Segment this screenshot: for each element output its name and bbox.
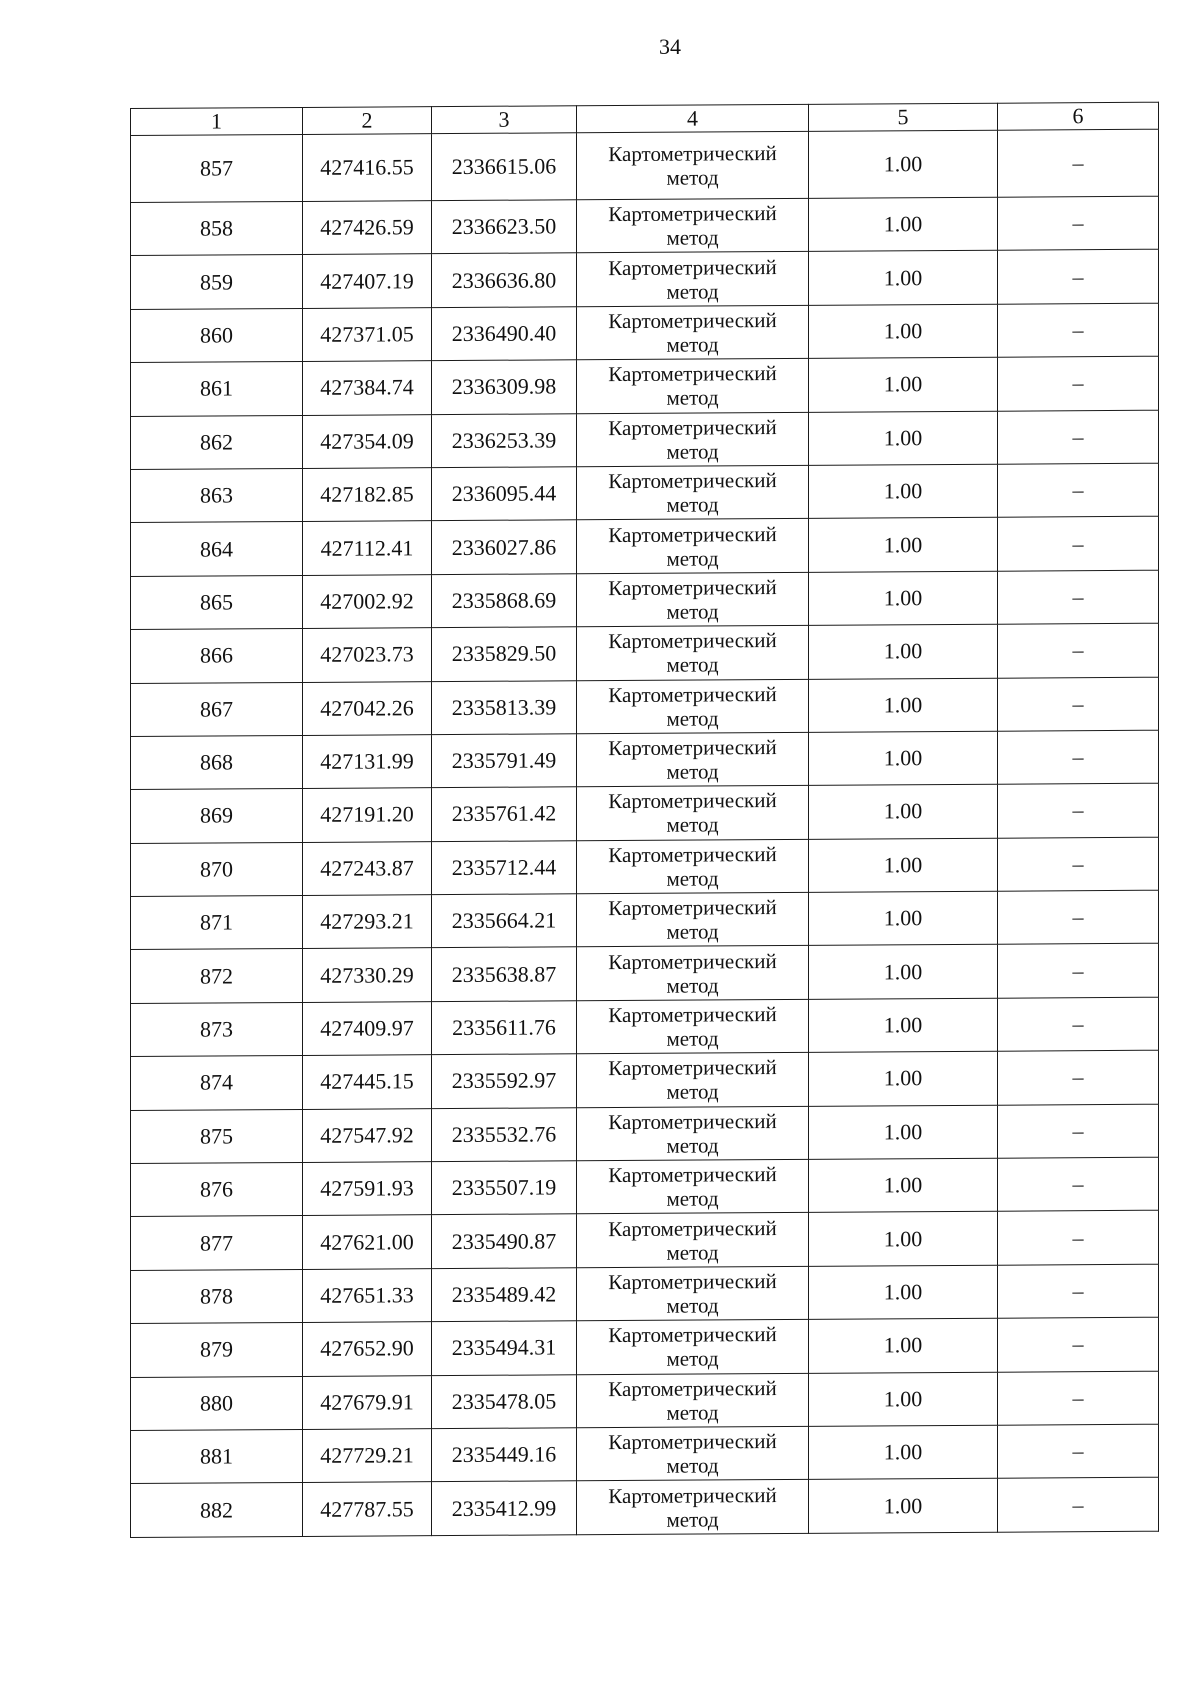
y-coordinate-cell: 2335494.31	[432, 1321, 577, 1375]
x-coordinate-cell: 427243.87	[303, 841, 432, 895]
header-col-6: 6	[998, 102, 1159, 130]
y-coordinate-cell: 2335412.99	[432, 1481, 577, 1535]
y-coordinate-cell: 2335664.21	[432, 894, 577, 948]
method-line-2: метод	[666, 1506, 719, 1532]
table-row	[131, 997, 1159, 1057]
accuracy-cell: 1.00	[809, 784, 998, 839]
point-number-cell: 876	[131, 1162, 303, 1216]
x-coordinate-cell: 427002.92	[303, 574, 432, 628]
accuracy-cell: 1.00	[809, 357, 998, 412]
method-line-2: метод	[666, 1133, 719, 1158]
method-line-1: Картометрический	[608, 681, 777, 707]
table-row	[131, 1050, 1159, 1110]
x-coordinate-cell: 427445.15	[303, 1055, 432, 1109]
y-coordinate-cell: 2335868.69	[432, 574, 577, 628]
point-number-cell: 864	[131, 522, 303, 576]
table-body	[131, 129, 1159, 1537]
point-number-cell: 870	[131, 842, 303, 896]
method-line-1: Картометрический	[608, 308, 777, 334]
point-number-cell: 861	[131, 362, 303, 416]
point-number-cell: 863	[131, 468, 303, 522]
note-cell: –	[998, 356, 1159, 410]
method-cell	[577, 131, 809, 199]
accuracy-cell: 1.00	[809, 1158, 998, 1213]
accuracy-cell: 1.00	[809, 998, 998, 1053]
note-cell: –	[998, 837, 1159, 891]
method-line-2: метод	[666, 1346, 719, 1372]
note-cell: –	[998, 570, 1159, 624]
y-coordinate-cell: 2335449.16	[432, 1428, 577, 1482]
method-line-1: Картометрический	[608, 414, 777, 440]
note-cell: –	[998, 129, 1159, 197]
x-coordinate-cell: 427407.19	[303, 254, 432, 308]
method-cell	[577, 1320, 809, 1375]
point-number-cell: 874	[131, 1056, 303, 1110]
method-line-2: метод	[666, 1400, 719, 1425]
method-line-2: метод	[666, 225, 719, 250]
point-number-cell: 865	[131, 575, 303, 629]
method-line-2: метод	[666, 759, 719, 784]
accuracy-cell: 1.00	[809, 1425, 998, 1480]
point-number-cell: 875	[131, 1109, 303, 1163]
method-line-1: Картометрический	[608, 1375, 777, 1401]
table-row	[131, 517, 1159, 577]
note-cell: –	[998, 623, 1159, 677]
accuracy-cell: 1.00	[809, 1372, 998, 1427]
y-coordinate-cell: 2335791.49	[432, 734, 577, 788]
note-cell: –	[998, 1478, 1159, 1532]
method-line-2: метод	[666, 866, 719, 891]
x-coordinate-cell: 427787.55	[303, 1482, 432, 1536]
point-number-cell: 872	[131, 949, 303, 1003]
y-coordinate-cell: 2335490.87	[432, 1214, 577, 1268]
method-line-2: метод	[666, 706, 719, 731]
method-cell	[577, 1373, 809, 1428]
accuracy-cell: 1.00	[809, 624, 998, 679]
note-cell: –	[998, 890, 1159, 944]
table-row	[131, 730, 1159, 790]
method-cell	[577, 679, 809, 734]
x-coordinate-cell: 427679.91	[303, 1375, 432, 1429]
note-cell: –	[998, 677, 1159, 731]
note-cell: –	[998, 1264, 1159, 1318]
method-line-1: Картометрический	[608, 1055, 777, 1081]
table-row	[131, 837, 1159, 897]
table-row	[131, 784, 1159, 844]
method-cell	[577, 198, 809, 253]
y-coordinate-cell: 2335592.97	[432, 1054, 577, 1108]
method-line-2: метод	[666, 1240, 719, 1265]
y-coordinate-cell: 2336253.39	[432, 413, 577, 467]
point-number-cell: 859	[131, 255, 303, 309]
y-coordinate-cell: 2335813.39	[432, 680, 577, 734]
x-coordinate-cell: 427293.21	[303, 895, 432, 949]
y-coordinate-cell: 2335712.44	[432, 840, 577, 894]
x-coordinate-cell: 427354.09	[303, 414, 432, 468]
method-cell	[577, 519, 809, 574]
x-coordinate-cell: 427591.93	[303, 1162, 432, 1216]
method-cell	[577, 359, 809, 414]
x-coordinate-cell: 427426.59	[303, 201, 432, 255]
x-coordinate-cell: 427621.00	[303, 1215, 432, 1269]
accuracy-cell: 1.00	[809, 571, 998, 626]
note-cell: –	[998, 1211, 1159, 1265]
x-coordinate-cell: 427330.29	[303, 948, 432, 1002]
method-line-2: метод	[666, 278, 719, 304]
y-coordinate-cell: 2335532.76	[432, 1107, 577, 1161]
method-cell	[577, 1266, 809, 1321]
accuracy-cell: 1.00	[809, 411, 998, 466]
method-cell	[577, 892, 809, 947]
table-row	[131, 463, 1159, 523]
x-coordinate-cell: 427651.33	[303, 1268, 432, 1322]
note-cell: –	[998, 463, 1159, 517]
note-cell: –	[998, 1157, 1159, 1211]
method-line-1: Картометрический	[608, 141, 777, 167]
method-line-1: Картометрический	[608, 1269, 777, 1295]
method-cell	[577, 839, 809, 894]
note-cell: –	[998, 997, 1159, 1051]
accuracy-cell: 1.00	[809, 731, 998, 786]
accuracy-cell: 1.00	[809, 304, 998, 359]
method-cell	[577, 1053, 809, 1108]
x-coordinate-cell: 427729.21	[303, 1429, 432, 1483]
table-row	[131, 129, 1159, 202]
x-coordinate-cell: 427416.55	[303, 134, 432, 202]
point-number-cell: 860	[131, 308, 303, 362]
method-line-1: Картометрический	[608, 841, 777, 867]
method-cell	[577, 1426, 809, 1481]
table-row	[131, 1424, 1159, 1484]
method-cell	[577, 305, 809, 360]
method-cell	[577, 252, 809, 307]
x-coordinate-cell: 427547.92	[303, 1108, 432, 1162]
method-cell	[577, 1159, 809, 1214]
point-number-cell: 862	[131, 415, 303, 469]
accuracy-cell: 1.00	[809, 518, 998, 573]
method-line-2: метод	[666, 545, 719, 571]
method-line-1: Картометрический	[608, 521, 777, 547]
method-line-1: Картометрический	[608, 948, 777, 974]
x-coordinate-cell: 427042.26	[303, 681, 432, 735]
point-number-cell: 871	[131, 896, 303, 950]
point-number-cell: 873	[131, 1002, 303, 1056]
y-coordinate-cell: 2335761.42	[432, 787, 577, 841]
table-row	[131, 410, 1159, 470]
method-line-1: Картометрический	[608, 1482, 777, 1508]
method-line-1: Картометрический	[608, 254, 777, 280]
point-number-cell: 858	[131, 201, 303, 255]
table-row	[131, 1211, 1159, 1271]
method-line-2: метод	[666, 919, 719, 944]
x-coordinate-cell: 427384.74	[303, 361, 432, 415]
accuracy-cell: 1.00	[809, 1212, 998, 1267]
table-row	[131, 944, 1159, 1004]
method-line-2: метод	[666, 492, 719, 517]
x-coordinate-cell: 427131.99	[303, 735, 432, 789]
y-coordinate-cell: 2336636.80	[432, 253, 577, 307]
accuracy-cell: 1.00	[809, 838, 998, 893]
method-cell	[577, 946, 809, 1001]
x-coordinate-cell: 427182.85	[303, 468, 432, 522]
accuracy-cell: 1.00	[809, 891, 998, 946]
header-col-5: 5	[809, 103, 998, 131]
note-cell: –	[998, 1371, 1159, 1425]
method-line-2: метод	[666, 165, 719, 190]
y-coordinate-cell: 2335611.76	[432, 1001, 577, 1055]
note-cell: –	[998, 517, 1159, 571]
table-row	[131, 677, 1159, 737]
method-line-1: Картометрический	[608, 361, 777, 387]
point-number-cell: 878	[131, 1269, 303, 1323]
y-coordinate-cell: 2336615.06	[432, 133, 577, 201]
x-coordinate-cell: 427112.41	[303, 521, 432, 575]
point-number-cell: 868	[131, 735, 303, 789]
point-number-cell: 881	[131, 1429, 303, 1483]
method-cell	[577, 1213, 809, 1268]
note-cell: –	[998, 1050, 1159, 1104]
table-row	[131, 1478, 1159, 1538]
method-line-1: Картометрический	[608, 1108, 777, 1134]
method-line-1: Картометрический	[608, 895, 777, 921]
accuracy-cell: 1.00	[809, 1265, 998, 1320]
method-cell	[577, 732, 809, 787]
method-line-2: метод	[666, 1026, 719, 1051]
table-row	[131, 1317, 1159, 1377]
accuracy-cell: 1.00	[809, 464, 998, 519]
method-line-1: Картометрический	[608, 201, 777, 227]
table-row	[131, 1157, 1159, 1217]
method-line-1: Картометрический	[608, 1215, 777, 1241]
method-line-2: метод	[666, 973, 719, 998]
point-number-cell: 880	[131, 1376, 303, 1430]
method-line-2: метод	[666, 1293, 719, 1318]
accuracy-cell: 1.00	[809, 945, 998, 1000]
method-line-2: метод	[666, 652, 719, 678]
accuracy-cell: 1.00	[809, 1051, 998, 1106]
y-coordinate-cell: 2336490.40	[432, 307, 577, 361]
accuracy-cell: 1.00	[809, 251, 998, 306]
table-row	[131, 570, 1159, 630]
note-cell: –	[998, 1424, 1159, 1478]
point-number-cell: 857	[131, 134, 303, 202]
x-coordinate-cell: 427409.97	[303, 1002, 432, 1056]
accuracy-cell: 1.00	[809, 197, 998, 252]
method-cell	[577, 572, 809, 627]
method-line-2: метод	[666, 385, 719, 411]
coordinates-table	[130, 102, 1159, 1538]
method-line-1: Картометрический	[608, 788, 777, 814]
method-line-1: Картометрический	[608, 1162, 777, 1188]
header-col-4: 4	[577, 104, 809, 132]
table-row	[131, 1371, 1159, 1431]
point-number-cell: 877	[131, 1216, 303, 1270]
accuracy-cell: 1.00	[809, 130, 998, 198]
note-cell: –	[998, 1317, 1159, 1371]
point-number-cell: 882	[131, 1483, 303, 1537]
note-cell: –	[998, 250, 1159, 304]
y-coordinate-cell: 2335489.42	[432, 1268, 577, 1322]
table-row	[131, 623, 1159, 683]
x-coordinate-cell: 427652.90	[303, 1322, 432, 1376]
header-col-3: 3	[432, 106, 577, 134]
y-coordinate-cell: 2335478.05	[432, 1374, 577, 1428]
note-cell: –	[998, 303, 1159, 357]
y-coordinate-cell: 2336095.44	[432, 467, 577, 521]
y-coordinate-cell: 2335829.50	[432, 627, 577, 681]
point-number-cell: 869	[131, 789, 303, 843]
accuracy-cell: 1.00	[809, 1479, 998, 1534]
page-number: 34	[659, 34, 681, 59]
note-cell: –	[998, 1104, 1159, 1158]
note-cell: –	[998, 730, 1159, 784]
table-row	[131, 1104, 1159, 1164]
method-cell	[577, 412, 809, 467]
note-cell: –	[998, 944, 1159, 998]
method-line-2: метод	[666, 1453, 719, 1478]
accuracy-cell: 1.00	[809, 1105, 998, 1160]
method-cell	[577, 625, 809, 680]
method-line-2: метод	[666, 599, 719, 624]
y-coordinate-cell: 2335638.87	[432, 947, 577, 1001]
method-line-2: метод	[666, 332, 719, 357]
method-cell	[577, 1106, 809, 1161]
table-row	[131, 890, 1159, 950]
accuracy-cell: 1.00	[809, 678, 998, 733]
method-line-1: Картометрический	[608, 1322, 777, 1348]
y-coordinate-cell: 2335507.19	[432, 1161, 577, 1215]
method-line-2: метод	[666, 812, 719, 838]
method-line-2: метод	[666, 1186, 719, 1211]
note-cell: –	[998, 196, 1159, 250]
note-cell: –	[998, 784, 1159, 838]
note-cell: –	[998, 410, 1159, 464]
table-row	[131, 356, 1159, 416]
method-line-2: метод	[666, 1079, 719, 1105]
header-col-2: 2	[303, 107, 432, 135]
table-row	[131, 250, 1159, 310]
table-row	[131, 1264, 1159, 1324]
method-line-1: Картометрический	[608, 468, 777, 494]
table-row	[131, 196, 1159, 256]
header-col-1: 1	[131, 107, 303, 135]
method-line-1: Картометрический	[608, 574, 777, 601]
point-number-cell: 879	[131, 1323, 303, 1377]
table-row	[131, 303, 1159, 363]
method-cell	[577, 786, 809, 841]
method-line-1: Картометрический	[608, 1002, 777, 1028]
method-line-2: метод	[666, 439, 719, 464]
y-coordinate-cell: 2336027.86	[432, 520, 577, 574]
point-number-cell: 867	[131, 682, 303, 736]
point-number-cell: 866	[131, 629, 303, 683]
method-line-1: Картометрический	[608, 628, 777, 654]
method-cell	[577, 1480, 809, 1535]
x-coordinate-cell: 427371.05	[303, 307, 432, 361]
x-coordinate-cell: 427023.73	[303, 628, 432, 682]
y-coordinate-cell: 2336309.98	[432, 360, 577, 414]
y-coordinate-cell: 2336623.50	[432, 200, 577, 254]
method-cell	[577, 999, 809, 1054]
accuracy-cell: 1.00	[809, 1318, 998, 1373]
method-line-1: Картометрический	[608, 735, 777, 761]
x-coordinate-cell: 427191.20	[303, 788, 432, 842]
method-cell	[577, 465, 809, 520]
method-line-1: Картометрический	[608, 1429, 777, 1455]
